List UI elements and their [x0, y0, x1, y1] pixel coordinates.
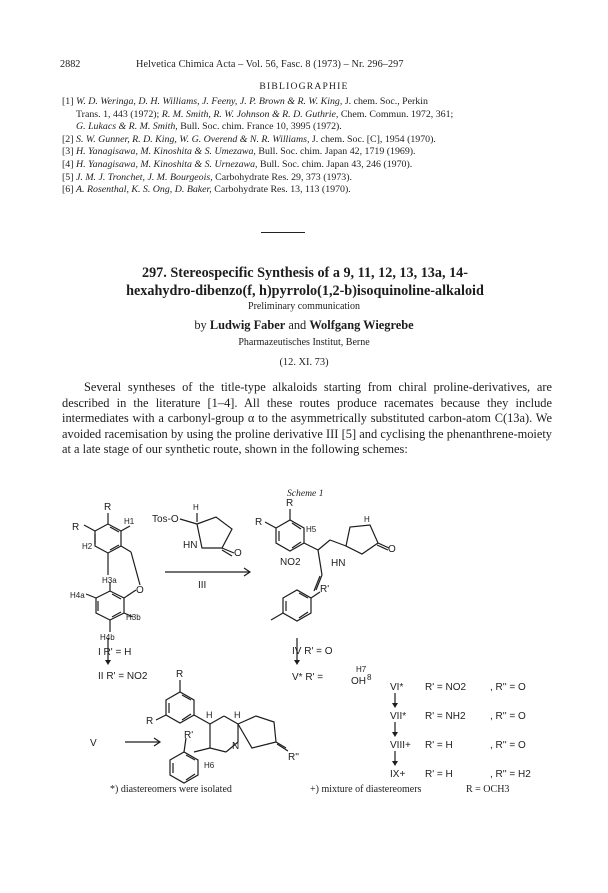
- ring-IV-lower: [283, 590, 311, 621]
- svg-text:H: H: [193, 503, 199, 512]
- svg-text:O: O: [136, 585, 144, 596]
- svg-text:R': R': [184, 730, 194, 741]
- ring-III: [197, 517, 232, 548]
- svg-text:H1: H1: [124, 517, 135, 526]
- ring-IV-pyrrolidinone: [346, 525, 378, 554]
- svg-text:H4b: H4b: [100, 633, 115, 642]
- svg-text:HN: HN: [183, 540, 198, 551]
- ring-I-lower: [96, 591, 124, 620]
- svg-text:R' = NO2: R' = NO2: [425, 682, 467, 693]
- footnote-r-definition: R = OCH3: [466, 784, 510, 795]
- svg-text:R' = NH2: R' = NH2: [425, 711, 466, 722]
- svg-text:H3b: H3b: [126, 613, 141, 622]
- svg-text:OH: OH: [351, 676, 366, 687]
- author-byline: by Ludwig Faber and Wolfgang Wiegrebe: [194, 318, 414, 332]
- ring-I-upper: [95, 524, 121, 553]
- svg-text:H: H: [206, 710, 213, 720]
- author-2: Wolfgang Wiegrebe: [309, 318, 414, 332]
- reference-4: [4] H. Yanagisawa, M. Kinoshita & S. Urnezawa, Bull. Soc. chim. Japan 43, 246 (1970).: [62, 158, 413, 170]
- compound-V-ref: V: [90, 738, 97, 749]
- svg-text:R: R: [146, 716, 154, 727]
- reference-5: [5] J. M. J. Tronchet, J. M. Bourgeois, Carbohydrate Res. 29, 373 (1973).: [62, 171, 352, 183]
- svg-text:H2: H2: [82, 542, 93, 551]
- svg-text:R: R: [176, 669, 184, 680]
- institute: Pharmazeutisches Institut, Berne: [238, 337, 370, 348]
- svg-text:R' = H: R' = H: [425, 769, 453, 780]
- article-title: 297. Stereospecific Synthesis of a 9, 11, 12, 13, 13a, 14- hexahydro-dibenzo(f, h)pyrrolo(1,2-b)isoquinoline-alkaloid: [126, 265, 484, 300]
- ring-final-bottom: [170, 752, 198, 783]
- svg-text:H3a: H3a: [102, 576, 117, 585]
- received-date: (12. XI. 73): [279, 357, 329, 368]
- svg-text:Tos-O: Tos-O: [152, 514, 179, 525]
- svg-text:8: 8: [367, 673, 372, 682]
- ring-final-lactam: [238, 716, 276, 748]
- compound-I-label: I R' = H: [98, 647, 132, 658]
- svg-text:, R'' = O: , R'' = O: [490, 682, 526, 693]
- compound-IV-label: IV R' = O: [292, 646, 333, 657]
- page-number: 2882: [60, 59, 81, 70]
- author-1: Ludwig Faber: [209, 318, 286, 332]
- ring-final-top: [166, 692, 194, 723]
- svg-text:O: O: [234, 548, 242, 559]
- svg-text:H: H: [234, 710, 241, 720]
- svg-text:H7: H7: [356, 665, 367, 674]
- compound-V-label: V* R' =: [292, 672, 324, 683]
- footnote-isolated: *) diastereomers were isolated: [110, 784, 232, 795]
- svg-text:H4a: H4a: [70, 591, 85, 600]
- svg-text:R: R: [286, 498, 294, 509]
- svg-text:R: R: [104, 502, 112, 513]
- preliminary-note: Preliminary communication: [248, 301, 360, 312]
- svg-text:HN: HN: [331, 558, 346, 569]
- svg-text:R: R: [72, 522, 80, 533]
- svg-text:O: O: [388, 544, 396, 555]
- reference-3: [3] H. Yanagisawa, M. Kinoshita & S. Umezawa, Bull. Soc. chim. Japan 42, 1719 (1969).: [62, 146, 416, 158]
- reagent-III-label: III: [198, 580, 207, 591]
- svg-text:R: R: [255, 517, 263, 528]
- svg-text:R': R': [320, 584, 330, 595]
- series-VIII-compound: VIII+: [390, 740, 411, 751]
- svg-text:H: H: [364, 515, 370, 524]
- compound-II-label: II R' = NO2: [98, 671, 148, 682]
- ring-IV-upper: [276, 520, 304, 551]
- reference-2: [2] S. W. Gunner, R. D. King, W. G. Overend & N. R. Williams, J. chem. Soc. [C], 1954 (1970).: [62, 133, 436, 145]
- journal-line: Helvetica Chimica Acta – Vol. 56, Fasc. 8 (1973) – Nr. 296–297: [136, 59, 404, 70]
- svg-text:H5: H5: [306, 525, 317, 534]
- svg-text:, R'' = O: , R'' = O: [490, 711, 526, 722]
- svg-text:H6: H6: [204, 761, 215, 770]
- footnote-mixture: +) mixture of diastereomers: [310, 784, 422, 795]
- series-VI-compound: VI*: [390, 682, 404, 693]
- svg-text:R' = H: R' = H: [425, 740, 453, 751]
- body-paragraph: Several syntheses of the title-type alkaloids starting from chiral proline-derivatives, are described in the literature [1–4]. All these routes produce racemates because they include intermediates with a carbonyl-group α to the asymmetrically substituted carbon-atom C(13a). We avoided racemisation by using the proline derivative III [5] and cyclising the phenanthrene-moiety at a late stage of our synthetic route, shown in the following schemes:: [62, 380, 552, 457]
- svg-text:, R'' = O: , R'' = O: [490, 740, 526, 751]
- svg-text:R'': R'': [288, 752, 300, 763]
- reference-6: [6] A. Rosenthal, K. S. Ong, D. Baker, Carbohydrate Res. 13, 113 (1970).: [62, 184, 351, 196]
- series-VII-compound: VII*: [390, 711, 407, 722]
- svg-text:N: N: [232, 741, 240, 752]
- no2-group: NO2: [280, 557, 301, 568]
- reference-1: [1] W. D. Weringa, D. H. Williams, J. Feeny, J. P. Brown & R. W. King, J. chem. Soc., Perkin Trans. 1, 443 (1972); R. M. Smith, R. W. Johnson & R. D. Guthrie, Chem. Commun. 1972, 361; G. Lukacs & R. M. Smith, Bull. Soc. chim. France 10, 3995 (1972).: [62, 96, 454, 133]
- scheme-label: Scheme 1: [287, 488, 324, 499]
- bibliography-title: BIBLIOGRAPHIE: [259, 81, 349, 92]
- svg-text:, R'' = H2: , R'' = H2: [490, 769, 531, 780]
- series-IX-compound: IX+: [390, 769, 406, 780]
